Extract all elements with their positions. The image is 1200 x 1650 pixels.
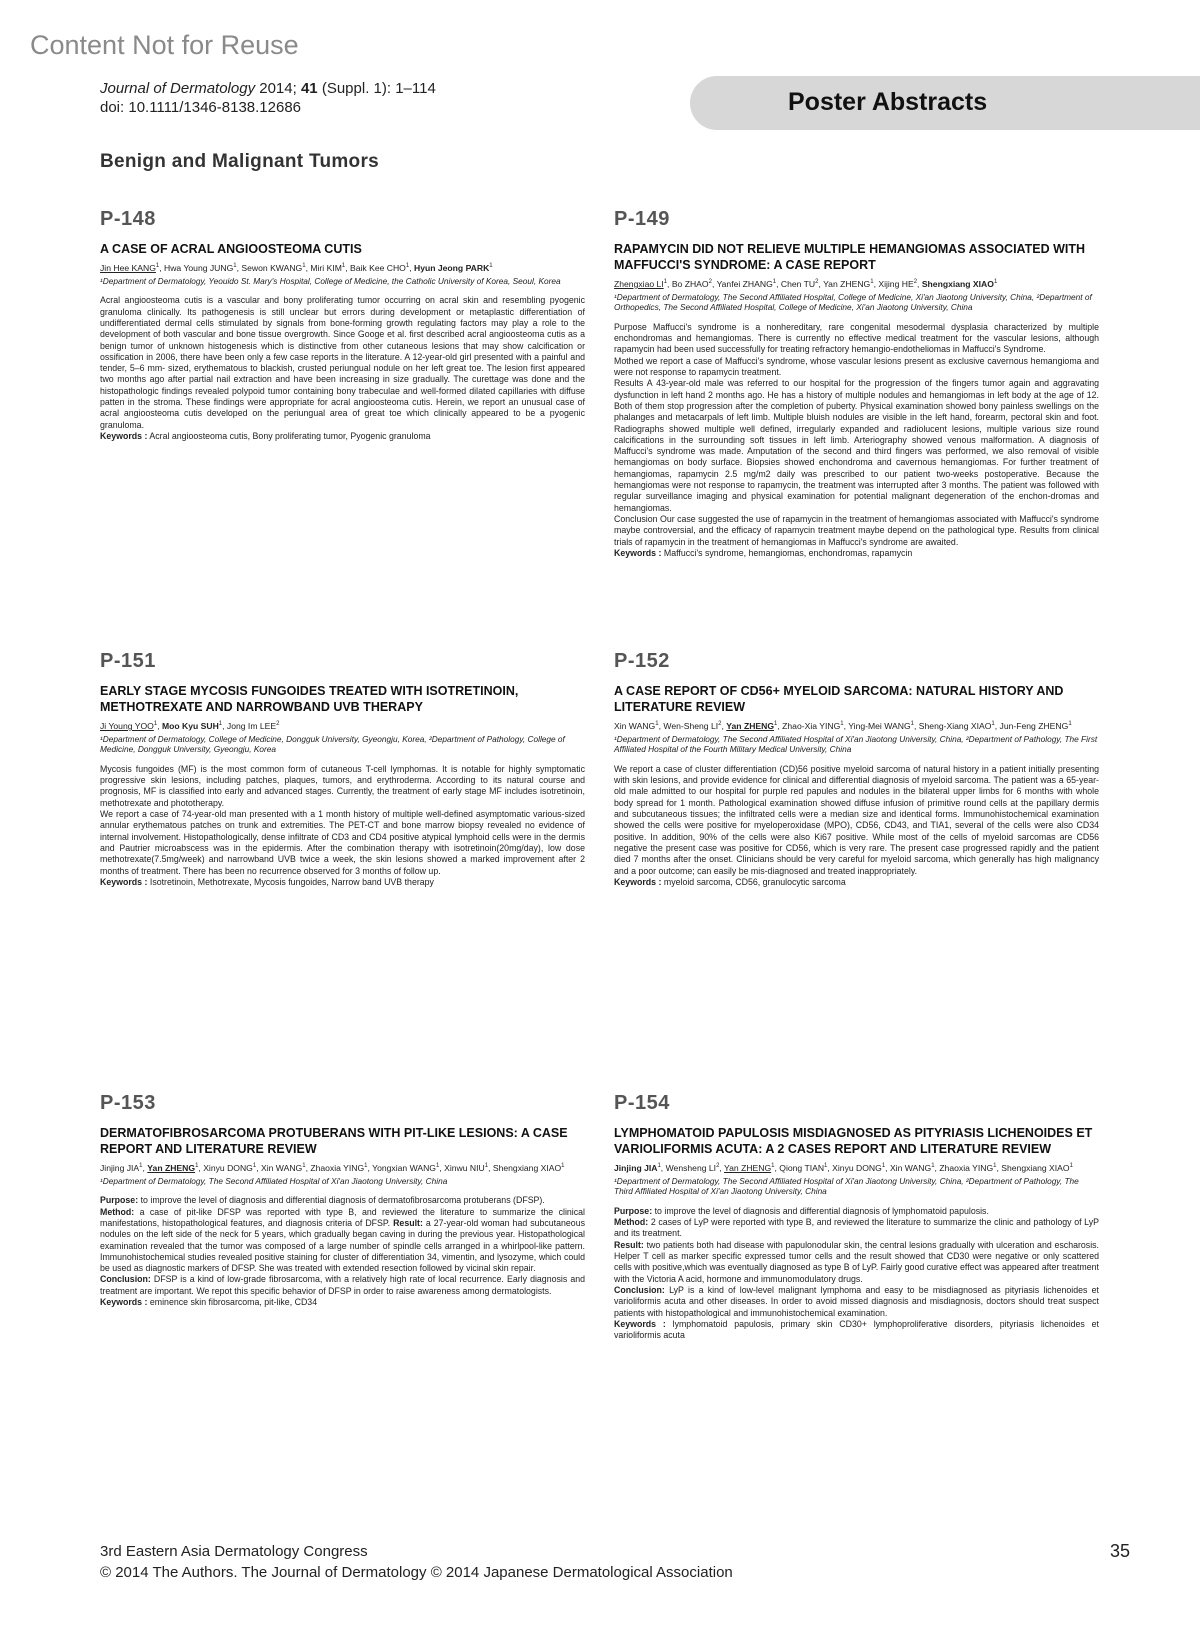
author-affil-mark: 1 <box>155 263 160 269</box>
author-affil-mark: 1 <box>153 721 158 727</box>
author-name: Xinwu NIU <box>444 1162 485 1173</box>
author-list: Ji Young YOO$^1$, Moo Kyu SUH$^1$, Jong Im LEE$^2$ <box>100 720 280 731</box>
footer <box>100 1541 733 1583</box>
author-name: Shengxiang XIAO <box>921 278 994 289</box>
author-affil-mark: 2 <box>708 279 712 285</box>
journal-name: Journal of Dermatology <box>100 80 256 97</box>
paragraph-text: Acral angioosteoma cutis is a vascular and bony proliferating tumor occurring on acral skin and resembling pyogenic granuloma clinically. Its pathogenesis is still unclear but errors during development or metaplastic differentiation of undifferentiated dermal cells stimulated by signals from bone-forming growth regulating factors may play a role to the development of both vascular and bone tissue overgrowth. Since Googe et al. first described acral angioosteoma cutis as a benign tumor of unknown histogenesis which is distinctive from other cutaneous lesions that may show calcification or ossification in 2006, there have been only a few case reports in the literature. A 12-year-old girl presented with a painful and tender, 5–6 mm- sized, erythematous to blackish, crusted periungual nodule on her left great toe. The lesion first appeared two months ago after partial nail extraction and have been increasing in size gradually. The curettage was done and the histopathologic findings revealed polypoid tumor containing bony trabeculae and well-formed dilated capillaries with diffuse patten in the stroma. These findings were appropriate for acral angioosteoma cutis. Herein, we report an unusual case of acral angioosteoma cutis developed on the periungual area of great toe which clinically appeared to be a pyogenic granuloma. <box>100 295 585 430</box>
author-name: Miri KIM <box>310 262 342 273</box>
keywords-label: Keywords : <box>100 1297 148 1308</box>
abstract-title: EARLY STAGE MYCOSIS FUNGOIDES TREATED WITH ISOTRETINOIN, METHOTREXATE AND NARROWBAND UVB THERAPY <box>100 684 519 714</box>
keywords-label: Keywords : <box>100 876 148 887</box>
footer-copyright: © 2014 The Authors. The Journal of Dermatology © 2014 Japanese Dermatological Association <box>100 1564 733 1581</box>
abstract-paragraph <box>614 378 1099 514</box>
paragraph-text: to improve the level of diagnosis and differential diagnosis of lymphomatoid papulosis. <box>652 1205 989 1216</box>
author-affil-mark: 1 <box>252 1163 257 1169</box>
author-affil-mark: 1 <box>824 1163 828 1169</box>
author-list: Xin WANG$^1$, Wen-Sheng $LI^2$, Yan ZHENG$^1$, Zhao-Xia YING$^1$, Ying-Mei WANG$^1$, Sheng-Xiang XIAO$^1$, Jun-Feng ZHENG$^1$ <box>614 720 1072 731</box>
keywords <box>614 548 1099 559</box>
journal-issue: (Suppl. 1): 1–114 <box>321 80 436 97</box>
author-name: Xin WANG <box>260 1162 303 1173</box>
affiliation: ¹Department of Dermatology, Yeouido St. Mary's Hospital, College of Medicine, the Catholic University of Korea, Seoul, Korea <box>100 275 561 286</box>
paragraph-text: We report a case of 74-year-old man presented with a 1 month history of multiple well-defined asymptomatic various-sized annular erythematous patches on trunk and extremities. The PET-CT and bone marrow biopsy revealed no evidence of internal involvement. Histopathologically, dense infiltrate of CD3 and CD4 positive atypical lymphoid cells were in the dermis and Pautrier microabscess was in the epidermis. After the combination therapy with isotretinoin(20mg/day), low dose methotrexate(7.5mg/week) and narrowband UVB twice a week, the skin lesions showed a marked improvement after 2 months of treatment. There has been no recurrence observed for 3 months of follow up. <box>100 809 585 876</box>
abstract-paragraph <box>100 295 585 431</box>
paragraph-text: LyP is a kind of low-level malignant lymphoma and easy to be misdiagnosed as pityriasis lichenoides et varioliformis acuta and other diseases. In order to avoid missed diagnosis and misdiagnosis, doctors should treat suspect patients with histopathological and immunohistochemical examination. <box>614 1284 1099 1318</box>
author-list: Zhengxiao $LI^1$, Bo ZHAO$^2$, Yanfei ZHANG$^1$, Chen $TU^2$, Yan ZHENG$^1$, Xijing $HE^2$, Shengxiang XIAO$^1$ <box>614 278 998 289</box>
author-name: Ying-Mei WANG <box>848 720 911 731</box>
author-affil-mark: 1 <box>772 279 777 285</box>
abstract-paragraph <box>614 764 1099 877</box>
author-affil-mark: 2 <box>716 1163 720 1169</box>
paragraph-text: Conclusion Our case suggested the use of rapamycin in the treatment of hemangiomas associated with Maffucci's syndrome maybe controversial, and the efficacy of rapamycin treatment maybe depend on the pathological type. Results from clinical trials of rapamycin in the treatment of hemangiomas in Maffucci's syndrome are awaited. <box>614 513 1099 547</box>
author-affil-mark: 1 <box>233 263 237 269</box>
keywords <box>100 1297 585 1308</box>
author-affil-mark: 1 <box>1069 1163 1073 1169</box>
author-name: Moo Kyu SUH <box>161 720 219 731</box>
affiliation: ¹Department of Dermatology, College of Medicine, Dongguk University, Gyeongju, Korea, ²Department of Pathology, College of Medicine, Dongguk University, Gyeongju, Korea <box>100 733 565 755</box>
paragraph-text: two patients both had disease with papulonodular skin, the central lesions gradually with ulceration and escharosis. Helper T cell as marker specific expressed tumor cells and the result showed that CD30 were negative or only scattered cells with positive,which was eventually diagnosed as type B of LyP. Fairly good curative effect was appeared after treatment with the Victoria A acid, hormone and immunomodulatory drugs. <box>614 1239 1099 1284</box>
paragraph-label: Result: <box>614 1239 644 1250</box>
author-affil-mark: 1 <box>991 721 995 727</box>
abstract-title: DERMATOFIBROSARCOMA PROTUBERANS WITH PIT-LIKE LESIONS: A CASE REPORT AND LITERATURE REVIEW <box>100 1126 568 1156</box>
abstract-paragraph <box>100 1195 585 1206</box>
author-name: Xinyu DONG <box>832 1162 882 1173</box>
author-name: Zhaoxia YING <box>939 1162 994 1173</box>
author-affil-mark: 2 <box>718 721 722 727</box>
watermark: Content Not for Reuse <box>30 30 299 60</box>
author-name: Jun-Feng ZHENG <box>999 720 1069 731</box>
author-affil-mark: 1 <box>663 279 668 285</box>
author-name: Zhao-Xia YING <box>782 720 841 731</box>
author-name: Yan ZHENG <box>726 720 775 731</box>
paragraph-text: We report a case of cluster differentiation (CD)56 positive myeloid sarcoma of natural history in a patient initially presenting with skin lesions, and provide evidence for clinical and differential diagnosis of myeloid sarcoma. The patient was a 65-year-old male admitted to our hospital for purple red papules and nodules in the bilateral upper limbs for 6 months with whole body spread for 1 month. Pathological examination showed diffuse infusion of primitive round cells at the papillary dermis and subcutaneous tissues; the infiltrated cells were a median size and identical forms. Immunohistochemical examination showed the cells were positive for myeloperoxidase (MPO), CD56, CD43, and TIA1, several of the cells were also CD34 positive. In addition, 90% of the cells were also Ki67 positive. While most of the cells of myeloid sarcomas are CD56 negative the present case was positive for CD56, which is very rare. The present case progressed rapidly and the patient died 7 months after the onset. Clinicians should be very careful for myeloid sarcoma, which generally has high malignancy and a poor outcome; can easily be mis-diagnosed and treated inappropriately. <box>614 763 1099 876</box>
abstract-paragraph <box>614 1217 1099 1240</box>
author-name: Zhengxiao LI <box>614 278 664 289</box>
author-name: Jong Im LEE <box>226 720 277 731</box>
author-affil-mark: 1 <box>993 279 998 285</box>
author-list: Jinjing JIA$^1$, Wensheng $LI^2$, Yan ZHENG$^1$, Qiong TIAN$^1$, Xinyu DONG$^1$, Xin WANG$^1$, Zhaoxia YING$^1$, Shengxiang XIAO$^1$ <box>614 1162 1073 1173</box>
section-tab <box>690 76 1200 130</box>
author-name: Hwa Young JUNG <box>164 262 234 273</box>
author-list: Jin Hee KANG$^1$, Hwa Young JUNG$^1$, Sewon KWANG$^1$, Miri KIM$^1$, Baik Kee CHO$^1$, Hyun Jeong PARK$^1$ <box>100 262 493 273</box>
abstract-body <box>614 1206 1099 1342</box>
author-name: Wen-Sheng LI <box>663 720 719 731</box>
author-name: Bo ZHAO <box>671 278 709 289</box>
author-name: Jin Hee KANG <box>100 262 156 273</box>
author-affil-mark: 1 <box>405 263 410 269</box>
author-affil-mark: 1 <box>931 1163 935 1169</box>
author-affil-mark: 2 <box>913 279 918 285</box>
author-affil-mark: 1 <box>302 1163 306 1169</box>
paragraph-text: a case of pit-like DFSP was reported with type B, and reviewed the literature to summarize the clinical manifestations, histopathological features, and diagnosis criteria of DFSP. <box>100 1206 585 1228</box>
author-affil-mark: 1 <box>774 721 778 727</box>
paragraph-text: a 27-year-old woman had subcutaneous nodules on the left side of the neck for 5 years, which gradually began caving in during the previous year. Histopathological examination revealed that the tumor was composed of a large number of spindle cells arranged in a whirlpool-like pattern. Immunohistochemical studies revealed positive staining for cluster of differentiation 34, vimentin, and lysozyme, which could be used as diagnostic markers of DFSP. She was treated with extended resection followed by vicinal skin repair. <box>100 1217 585 1274</box>
abstract-title: LYMPHOMATOID PAPULOSIS MISDIAGNOSED AS PITYRIASIS LICHENOIDES ET VARIOLIFORMIS ACUTA: A 2 CASES REPORT AND LITERATURE REVIEW <box>614 1126 1093 1156</box>
author-affil-mark: 1 <box>1068 721 1072 727</box>
author-affil-mark: 1 <box>910 721 914 727</box>
journal-doi: doi: 10.1111/1346-8138.12686 <box>100 99 302 116</box>
abstract-number: P-154 <box>614 1092 670 1114</box>
abstract-paragraph <box>100 1207 585 1275</box>
section-heading: Benign and Malignant Tumors <box>100 151 380 172</box>
author-name: Yongxian WANG <box>372 1162 436 1173</box>
author-name: Qiong TIAN <box>779 1162 825 1173</box>
author-affil-mark: 1 <box>195 1163 199 1169</box>
keywords-text: Isotretinoin, Methotrexate, Mycosis fungoides, Narrow band UVB therapy <box>149 876 434 887</box>
affiliation: ¹Department of Dermatology, The Second Affiliated Hospital of Xi'an Jiaotong University, China, ²Department of Pathology, The First Affiliated Hospital of the Fourth Military Medical University, China <box>614 733 1098 755</box>
abstract-p152 <box>614 650 1099 888</box>
abstract-p149 <box>614 208 1099 559</box>
author-affil-mark: 2 <box>815 279 819 285</box>
abstract-number: P-149 <box>614 208 670 230</box>
abstract-title: RAPAMYCIN DID NOT RELIEVE MULTIPLE HEMANGIOMAS ASSOCIATED WITH MAFFUCCI'S SYNDROME: A CASE REPORT <box>614 242 1086 272</box>
paragraph-text: to improve the level of diagnosis and differential diagnosis of dermatofibrosarcoma protuberans (DFSP). <box>138 1195 545 1206</box>
abstract-number: P-148 <box>100 208 156 230</box>
keywords-text: Acral angioosteoma cutis, Bony proliferating tumor, Pyogenic granuloma <box>149 430 431 441</box>
author-affil-mark: 1 <box>302 263 306 269</box>
keywords <box>100 431 585 442</box>
paragraph-label: Conclusion: <box>100 1274 151 1285</box>
abstract-p148 <box>100 208 585 442</box>
abstract-body <box>614 322 1099 559</box>
author-name: Chen TU <box>780 278 816 289</box>
abstract-p153 <box>100 1092 585 1308</box>
abstract-paragraph <box>614 1206 1099 1217</box>
abstract-paragraph <box>614 356 1099 379</box>
journal-citation <box>100 79 436 117</box>
section-tab-label: Poster Abstracts <box>788 88 988 116</box>
author-list: Jinjing JIA$^1$, Yan ZHENG$^1$, Xinyu DONG$^1$, Xin WANG$^1$, Zhaoxia YING$^1$, Yongxian WANG$^1$, Xinwu NIU$^1$, Shengxiang XIAO$^1$ <box>100 1162 565 1173</box>
keywords-text: lymphomatoid papulosis, primary skin CD30+ lymphoproliferative disorders, pityriasis lichenoides et varioliformis acuta <box>614 1318 1099 1341</box>
author-name: Shengxiang XIAO <box>1001 1162 1070 1173</box>
abstract-paragraph <box>614 322 1099 356</box>
keywords-label: Keywords : <box>614 547 662 558</box>
keywords-label: Keywords : <box>614 876 662 887</box>
author-name: Yan ZHENG <box>823 278 871 289</box>
affiliation: ¹Department of Dermatology, The Second Affiliated Hospital of Xi'an Jiaotong University, China, ²Department of Pathology, The Third Affiliated Hospital of Xi'an Jiaotong University, China <box>614 1175 1079 1197</box>
paragraph-label: Method: <box>614 1217 649 1228</box>
paragraph-text: Results A 43-year-old male was referred to our hospital for the progression of the fingers tumor again and aggravating dysfunction in left hand 2 months ago. He has a history of multiple nodules and hemangiomas in left body at the age of 12. Both of them stop progression after the completion of puberty. Physical examination showed bony painless swellings on the phalanges and metacarpals of left limb. Multiple bluish nodules are visible in the left hand, forearm, pectoral skin and foot. Radiographs showed multiple well defined, irregularly expanded and radiolucent lesions, multiple various size round calcifications in the surrounding soft tissues in left limb. Arteriography showed venous malformation. A diagnosis of Maffucci's syndrome was made. Amputation of the second and third fingers was performed, we also removal of visible hemangiomas on body surface. Biopsies showed enchondroma and cavernous hemangiomas. For further treatment of hemangiomas, rapamycin 2.5 mg/m2 daily was prescribed to our patient two-weeks postoperative. Because the hemangiomas were not response to rapamycin, the treatment was interrupted after 3 months. The patient was followed with regular surveillance imaging and physical examination for potential malignant degeneration of the enchon-dromas and hemangiomas. <box>614 378 1099 513</box>
author-affil-mark: 1 <box>364 1163 368 1169</box>
abstract-paragraph <box>614 514 1099 548</box>
author-affil-mark: 1 <box>436 1163 440 1169</box>
author-name: Jinjing JIA <box>100 1162 140 1173</box>
keywords-text: Maffucci's syndrome, hemangiomas, enchondromas, rapamycin <box>663 547 913 558</box>
footer-congress: 3rd Eastern Asia Dermatology Congress <box>100 1543 368 1560</box>
keywords <box>614 1319 1099 1342</box>
author-affil-mark: 1 <box>139 1163 143 1169</box>
paragraph-text: DFSP is a kind of low-grade fibrosarcoma, with a relatively high rate of local recurrence. Early diagnosis and treatment are important. We repot this specific behavior of DFSP in order to raise awareness among dermatologists. <box>100 1274 585 1296</box>
author-affil-mark: 1 <box>218 721 223 727</box>
keywords-text: myeloid sarcoma, CD56, granulocytic sarcoma <box>663 876 846 887</box>
journal-year: 2014; <box>259 80 297 97</box>
author-affil-mark: 1 <box>657 1163 661 1169</box>
author-name: Yan ZHENG <box>147 1162 196 1173</box>
affiliation: ¹Department of Dermatology, The Second Affiliated Hospital of Xi'an Jiaotong University, China <box>100 1175 448 1186</box>
page-number: 35 <box>1110 1541 1131 1561</box>
abstract-body <box>100 1195 585 1308</box>
author-name: Zhaoxia YING <box>310 1162 365 1173</box>
keywords-label: Keywords : <box>100 430 148 441</box>
abstract-body <box>100 295 585 442</box>
keywords <box>614 877 1099 888</box>
abstract-body <box>614 764 1099 888</box>
abstract-paragraph <box>100 764 585 809</box>
paragraph-label: Method: <box>100 1206 135 1217</box>
author-affil-mark: 1 <box>993 1163 997 1169</box>
abstract-title: A CASE OF ACRAL ANGIOOSTEOMA CUTIS <box>100 242 362 256</box>
abstract-body <box>100 764 585 888</box>
author-affil-mark: 2 <box>276 721 280 727</box>
author-affil-mark: 1 <box>561 1163 565 1169</box>
author-affil-mark: 1 <box>881 1163 886 1169</box>
author-affil-mark: 1 <box>655 721 659 727</box>
author-name: Sheng-Xiang XIAO <box>918 720 992 731</box>
paragraph-label: Result: <box>393 1217 423 1228</box>
keywords <box>100 877 585 888</box>
author-affil-mark: 1 <box>870 279 874 285</box>
author-name: Wensheng LI <box>665 1162 717 1173</box>
affiliation: ¹Department of Dermatology, The Second Affiliated Hospital, College of Medicine, Xi'an Jiaotong University, China, ²Department of Orthopedics, The Second Affiliated Hospital, College of Medicine, Xi'an Jiaotong University, China <box>614 291 1092 313</box>
abstract-paragraph <box>614 1240 1099 1285</box>
author-affil-mark: 1 <box>484 1163 489 1169</box>
author-name: Xin WANG <box>614 720 656 731</box>
abstract-number: P-152 <box>614 650 670 672</box>
author-affil-mark: 1 <box>341 263 346 269</box>
abstract-number: P-153 <box>100 1092 156 1114</box>
author-name: Hyun Jeong PARK <box>414 262 490 273</box>
author-name: Yan ZHENG <box>724 1162 772 1173</box>
keywords-label: Keywords : <box>614 1318 666 1329</box>
abstract-p154 <box>614 1092 1099 1341</box>
author-name: Jinjing JIA <box>614 1162 658 1173</box>
author-name: Xinyu DONG <box>203 1162 253 1173</box>
paragraph-text: 2 cases of LyP were reported with type B, and reviewed the literature to summarize the clinic and pathology of LyP and its treatment. <box>614 1217 1099 1239</box>
abstract-title: A CASE REPORT OF CD56+ MYELOID SARCOMA: NATURAL HISTORY AND LITERATURE REVIEW <box>614 684 1064 714</box>
author-affil-mark: 1 <box>489 263 493 269</box>
author-name: Ji Young YOO <box>100 720 154 731</box>
author-name: Baik Kee CHO <box>349 262 406 273</box>
author-name: Yanfei ZHANG <box>716 278 773 289</box>
journal-volume: 41 <box>300 80 318 97</box>
abstract-number: P-151 <box>100 650 156 672</box>
paragraph-text: Mothed we report a case of Maffucci's syndrome, whose vascular lesions present as exclusive cavernous hemangioma and were not response to rapamycin treatment. <box>614 355 1099 378</box>
abstract-paragraph <box>100 809 585 877</box>
abstract-paragraph <box>100 1274 585 1297</box>
author-affil-mark: 1 <box>840 721 844 727</box>
abstract-paragraph <box>614 1285 1099 1319</box>
keywords-text: eminence skin fibrosarcoma, pit-like, CD34 <box>149 1297 318 1308</box>
author-name: Xijing HE <box>878 278 914 289</box>
paragraph-label: Purpose: <box>100 1195 139 1206</box>
author-affil-mark: 1 <box>771 1163 775 1169</box>
paragraph-text: Mycosis fungoides (MF) is the most common form of cutaneous T-cell lymphomas. It is notable for highly symptomatic progressive skin lesions, including patches, plaques, tumors, and erythroderma. According to its natural course and prognosis, MF is classified into early and advanced stages. Currently, the treatment of early stage MF includes isotretinoin, methotrexate and phototherapy. <box>100 763 585 808</box>
paragraph-label: Purpose: <box>614 1205 653 1216</box>
author-name: Shengxiang XIAO <box>492 1162 562 1173</box>
abstract-p151 <box>100 650 585 888</box>
paragraph-text: Purpose Maffucci's syndrome is a nonhereditary, rare congenital mesodermal dysplasia characterized by multiple enchondromas and hemangiomas. There is currently no effective medical treatment for the vascular lesions, although rapamycin had been used successfully for treating refractory hemangio-endotheliomas in Maffucci's Syndrome. <box>614 321 1099 355</box>
author-name: Xin WANG <box>889 1162 932 1173</box>
author-name: Sewon KWANG <box>241 262 303 273</box>
paragraph-label: Conclusion: <box>614 1284 665 1295</box>
